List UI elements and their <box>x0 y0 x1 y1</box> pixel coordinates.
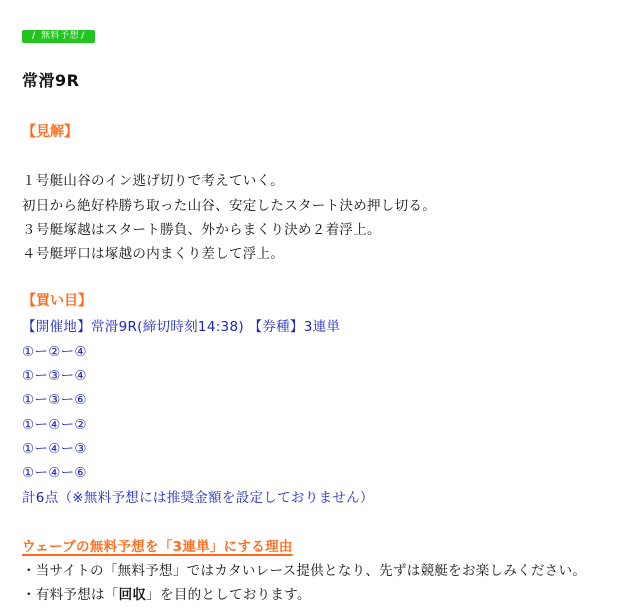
reason-line-2 <box>22 583 311 603</box>
badge-slash-icon: / <box>32 31 36 41</box>
reason-line-2-suffix: 」を目的としております。 <box>146 587 311 603</box>
bet-combination: ①ー③ー④ <box>22 368 87 384</box>
opinion-line: ４号艇坪口は塚越の内まくり差して浮上。 <box>22 246 285 262</box>
buy-heading: 【買い目】 <box>22 293 92 309</box>
reason-heading: ウェーブの無料予想を「3連単」にする理由 <box>22 539 293 555</box>
bet-total: 計6点（※無料予想には推奨金額を設定しておりません） <box>22 490 374 506</box>
race-info-line: 【開催地】常滑9R(締切時刻14:38) 【券種】3連単 <box>22 319 341 335</box>
reason-line-2-bold: 回収 <box>118 587 147 603</box>
badge-slash-icon: / <box>81 31 85 41</box>
bet-combination: ①ー②ー④ <box>22 344 87 360</box>
bet-combination: ①ー④ー② <box>22 417 87 433</box>
opinion-line: １号艇山谷のイン逃げ切りで考えていく。 <box>22 173 284 189</box>
reason-line-1: ・当サイトの「無料予想」ではカタいレース提供となり、先ずは競艇をお楽しみください。 <box>22 563 587 579</box>
free-prediction-badge <box>22 30 95 43</box>
badge-label: 無料予想 <box>41 31 80 41</box>
opinion-line: 初日から絶好枠勝ち取った山谷、安定したスタート決め押し切る。 <box>22 198 436 214</box>
reason-line-2-prefix: ・有料予想は「 <box>22 587 119 603</box>
opinion-line: ３号艇塚越はスタート勝負、外からまくり決め２着浮上。 <box>22 222 381 238</box>
bet-combination: ①ー③ー⑥ <box>22 392 87 408</box>
race-title: 常滑9R <box>22 71 80 90</box>
opinion-heading: 【見解】 <box>22 124 78 140</box>
bet-combination: ①ー④ー③ <box>22 441 87 457</box>
bet-combination: ①ー④ー⑥ <box>22 465 87 481</box>
